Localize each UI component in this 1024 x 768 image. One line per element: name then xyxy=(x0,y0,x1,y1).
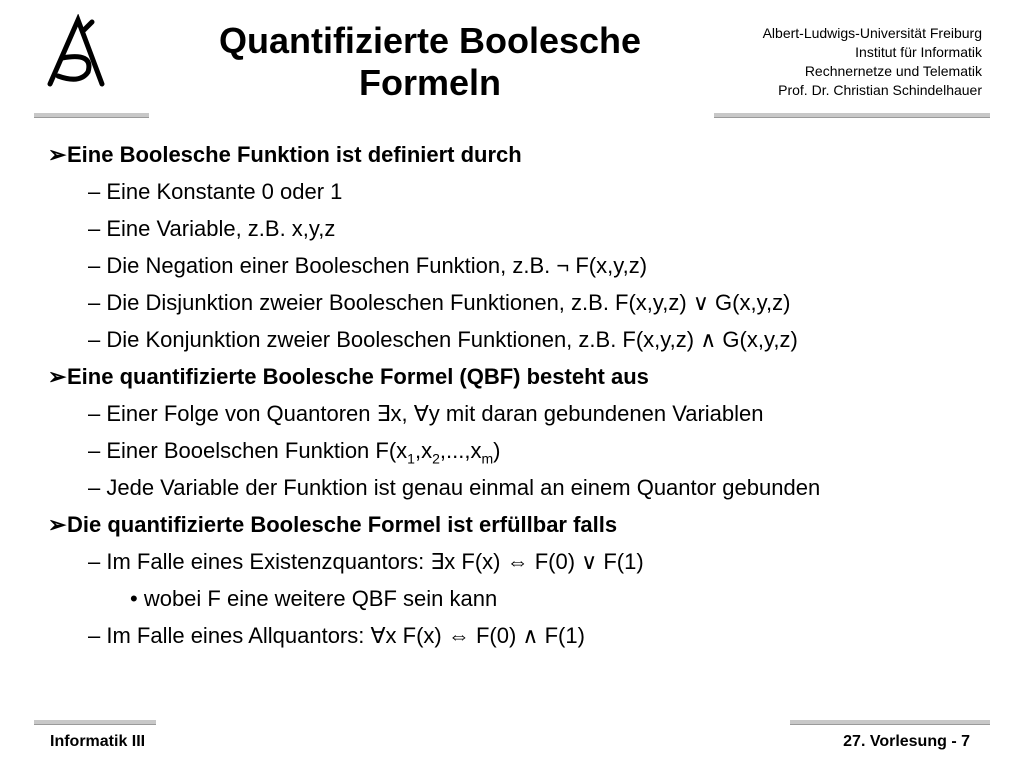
footer-right: 27. Vorlesung - 7 xyxy=(843,733,970,750)
list-item: – Eine Variable, z.B. x,y,z xyxy=(88,216,336,241)
bullet-heading xyxy=(48,140,1008,177)
bullet-heading-text: Eine Boolesche Funktion ist definiert durch xyxy=(67,142,522,167)
list-item: – Im Falle eines Allquantors: ∀x F(x) ⇔ F(0) ∧ F(1) xyxy=(88,623,585,648)
slide-title-line2: Formeln xyxy=(358,62,501,103)
list-item: – Eine Konstante 0 oder 1 xyxy=(88,179,343,204)
sub-list-item: • wobei F eine weitere QBF sein kann xyxy=(130,586,498,611)
arrow-bullet-icon: ➢ xyxy=(48,364,67,389)
header-rule-right xyxy=(714,113,990,117)
list-item: – Im Falle eines Existenzquantors: ∃x F(x) ⇔ F(0) ∨ F(1) xyxy=(88,549,644,574)
subscript: m xyxy=(481,450,494,467)
bullet-heading xyxy=(48,362,1008,399)
footer-rule-right xyxy=(790,720,990,724)
list-item xyxy=(48,436,1008,473)
subscript: 2 xyxy=(432,450,440,467)
bullet-heading-text: Eine quantifizierte Boolesche Formel (QBF) besteht aus xyxy=(67,364,649,389)
subscript: 1 xyxy=(407,450,415,467)
header-rule-left xyxy=(34,113,149,117)
formula-text: ) xyxy=(493,438,501,463)
institution-line: Rechnernetze und Telematik xyxy=(804,63,982,79)
institution-line: Prof. Dr. Christian Schindelhauer xyxy=(778,82,982,98)
list-item: – Einer Folge von Quantoren ∃x, ∀y mit daran gebundenen Variablen xyxy=(88,401,764,426)
bullet-heading xyxy=(48,510,1008,547)
footer-rule-left xyxy=(34,720,156,724)
list-item: – Die Disjunktion zweier Booleschen Funktionen, z.B. F(x,y,z) ∨ G(x,y,z) xyxy=(88,290,791,315)
institution-line: Institut für Informatik xyxy=(855,44,982,60)
arrow-bullet-icon: ➢ xyxy=(48,512,67,537)
list-item: – Die Konjunktion zweier Booleschen Funktionen, z.B. F(x,y,z) ∧ G(x,y,z) xyxy=(88,327,798,352)
institution-line: Albert-Ludwigs-Universität Freiburg xyxy=(762,25,982,41)
university-logo-icon xyxy=(44,14,124,94)
list-item: – Jede Variable der Funktion ist genau einmal an einem Quantor gebunden xyxy=(88,475,821,500)
slide-title xyxy=(160,20,700,104)
slide-body xyxy=(48,140,1008,658)
formula-text: – Einer Booelschen Funktion F(x xyxy=(88,438,408,463)
bullet-heading-text: Die quantifizierte Boolesche Formel ist erfüllbar falls xyxy=(67,512,618,537)
formula-text: ,...,x xyxy=(439,438,482,463)
slide-title-line1: Quantifizierte Boolesche xyxy=(218,20,642,61)
formula-text: ,x xyxy=(414,438,433,463)
arrow-bullet-icon: ➢ xyxy=(48,142,67,167)
footer-left: Informatik III xyxy=(50,733,146,750)
list-item: – Die Negation einer Booleschen Funktion, z.B. ¬ F(x,y,z) xyxy=(88,253,648,278)
institution-block xyxy=(763,24,982,100)
